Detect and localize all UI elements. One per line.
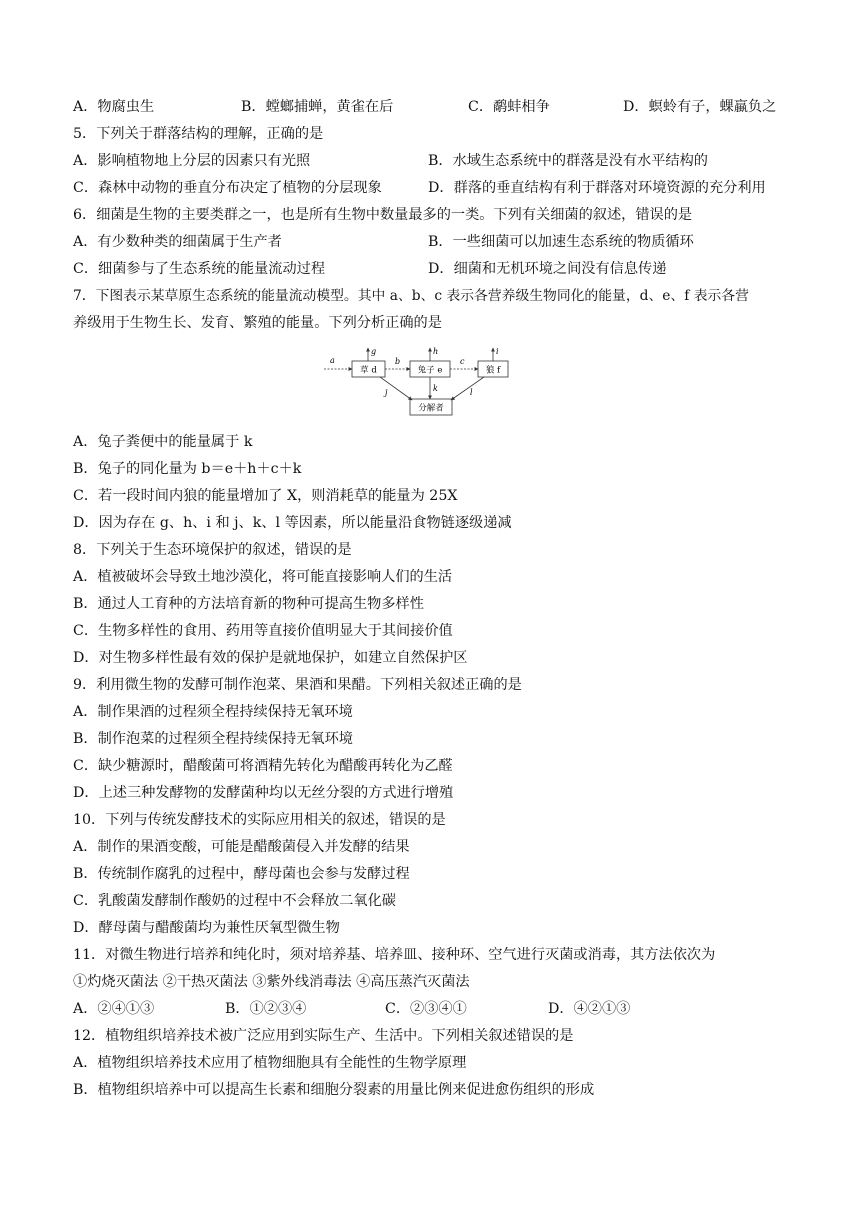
q5-option-a: A．影响植物地上分层的因素只有光照: [73, 153, 311, 169]
q11-stem: 11．对微生物进行培养和纯化时，须对培养基、培养皿、接种环、空气进行灭菌或消毒，其方法依次为: [73, 947, 716, 963]
q10-option-a: A．制作的果酒变酸，可能是醋酸菌侵入并发酵的结果: [73, 839, 410, 855]
q10-option-d: D．酵母菌与醋酸菌均为兼性厌氧型微生物: [73, 920, 340, 936]
q4-option-d: D．螟蛉有子，蜾蠃负之: [623, 99, 777, 115]
q8-stem: 8．下列关于生态环境保护的叙述，错误的是: [73, 542, 352, 558]
q8-option-d: D．对生物多样性最有效的保护是就地保护，如建立自然保护区: [73, 650, 468, 666]
label-l: l: [470, 388, 473, 397]
q4-option-a: A．物腐虫生: [73, 99, 155, 115]
q6-option-d: D．细菌和无机环境之间没有信息传递: [428, 261, 667, 277]
q12-option-a: A．植物组织培养技术应用了植物细胞具有全能性的生物学原理: [73, 1055, 467, 1071]
q5-options-row2: [73, 178, 793, 198]
q11-options: [73, 999, 793, 1019]
q9-option-b: B．制作泡菜的过程须全程持续保持无氧环境: [73, 731, 353, 747]
q11-methods: ①灼烧灭菌法 ②干热灭菌法 ③紫外线消毒法 ④高压蒸汽灭菌法: [73, 974, 470, 990]
label-h: h: [433, 347, 439, 356]
q9-option-d: D．上述三种发酵物的发酵菌种均以无丝分裂的方式进行增殖: [73, 785, 454, 801]
label-j: j: [385, 388, 388, 397]
q6-stem: 6．细菌是生物的主要类群之一，也是所有生物中数量最多的一类。下列有关细菌的叙述，错误的是: [73, 207, 693, 223]
q11-option-a: A．②④①③: [73, 1001, 155, 1017]
q9-stem: 9．利用微生物的发酵可制作泡菜、果酒和果醋。下列相关叙述正确的是: [73, 677, 522, 693]
energy-flow-diagram: [322, 344, 514, 420]
q7-stem-line1: 7．下图表示某草原生态系统的能量流动模型。其中 a、b、c 表示各营养级生物同化的能量，d、e、f 表示各营: [73, 288, 749, 304]
q6-options-row2: [73, 259, 793, 279]
q5-option-c: C．森林中动物的垂直分布决定了植物的分层现象: [73, 180, 382, 196]
q7-option-d: D．因为存在 g、h、i 和 j、k、l 等因素，所以能量沿食物链逐级递减: [73, 515, 512, 531]
label-i: i: [496, 347, 499, 356]
q8-option-a: A．植被破坏会导致土地沙漠化，将可能直接影响人们的生活: [73, 569, 453, 585]
q6-option-b: B．一些细菌可以加速生态系统的物质循环: [428, 234, 694, 250]
q8-option-c: C．生物多样性的食用、药用等直接价值明显大于其间接价值: [73, 623, 453, 639]
label-a: a: [330, 356, 335, 365]
label-g: g: [371, 347, 377, 356]
q5-options-row1: [73, 151, 793, 171]
q5-stem: 5．下列关于群落结构的理解，正确的是: [73, 126, 324, 142]
q9-option-c: C．缺少糖源时，醋酸菌可将酒精先转化为醋酸再转化为乙醛: [73, 758, 453, 774]
box-decomposer-label: 分解者: [418, 403, 444, 414]
q7-option-a: A．兔子粪便中的能量属于 k: [73, 434, 253, 450]
q9-option-a: A．制作果酒的过程须全程持续保持无氧环境: [73, 704, 353, 720]
q12-stem: 12．植物组织培养技术被广泛应用到实际生产、生活中。下列相关叙述错误的是: [73, 1028, 574, 1044]
q7-stem-line2: 养级用于生物生长、发育、繁殖的能量。下列分析正确的是: [73, 315, 442, 331]
q5-option-d: D．群落的垂直结构有利于群落对环境资源的充分利用: [428, 180, 766, 196]
q5-option-b: B．水域生态系统中的群落是没有水平结构的: [428, 153, 708, 169]
q11-option-c: C．②③④①: [385, 1001, 467, 1017]
q4-option-b: B．螳螂捕蝉，黄雀在后: [241, 99, 394, 115]
label-b: b: [395, 357, 401, 366]
label-k: k: [433, 384, 438, 393]
box-grass-label: 草 d: [360, 365, 377, 376]
q6-options-row1: [73, 232, 793, 252]
q6-option-a: A．有少数种类的细菌属于生产者: [73, 234, 282, 250]
q4-option-c: C．鹬蚌相争: [468, 99, 550, 115]
q6-option-c: C．细菌参与了生态系统的能量流动过程: [73, 261, 326, 277]
q12-option-b: B．植物组织培养中可以提高生长素和细胞分裂素的用量比例来促进愈伤组织的形成: [73, 1082, 595, 1098]
q4-options: [73, 97, 793, 117]
label-c: c: [460, 357, 465, 366]
q11-option-d: D．④②①③: [548, 1001, 631, 1017]
box-wolf-label: 狼 f: [485, 365, 501, 376]
q10-option-b: B．传统制作腐乳的过程中，酵母菌也会参与发酵过程: [73, 866, 410, 882]
q10-option-c: C．乳酸菌发酵制作酸奶的过程中不会释放二氧化碳: [73, 893, 396, 909]
q8-option-b: B．通过人工育种的方法培育新的物种可提高生物多样性: [73, 596, 424, 612]
q7-option-c: C．若一段时间内狼的能量增加了 X，则消耗草的能量为 25X: [73, 488, 458, 504]
box-rabbit-label: 兔子 e: [417, 365, 443, 376]
q10-stem: 10．下列与传统发酵技术的实际应用相关的叙述，错误的是: [73, 812, 446, 828]
q7-option-b: B．兔子的同化量为 b＝e＋h＋c＋k: [73, 461, 302, 477]
q11-option-b: B．①②③④: [225, 1001, 307, 1017]
